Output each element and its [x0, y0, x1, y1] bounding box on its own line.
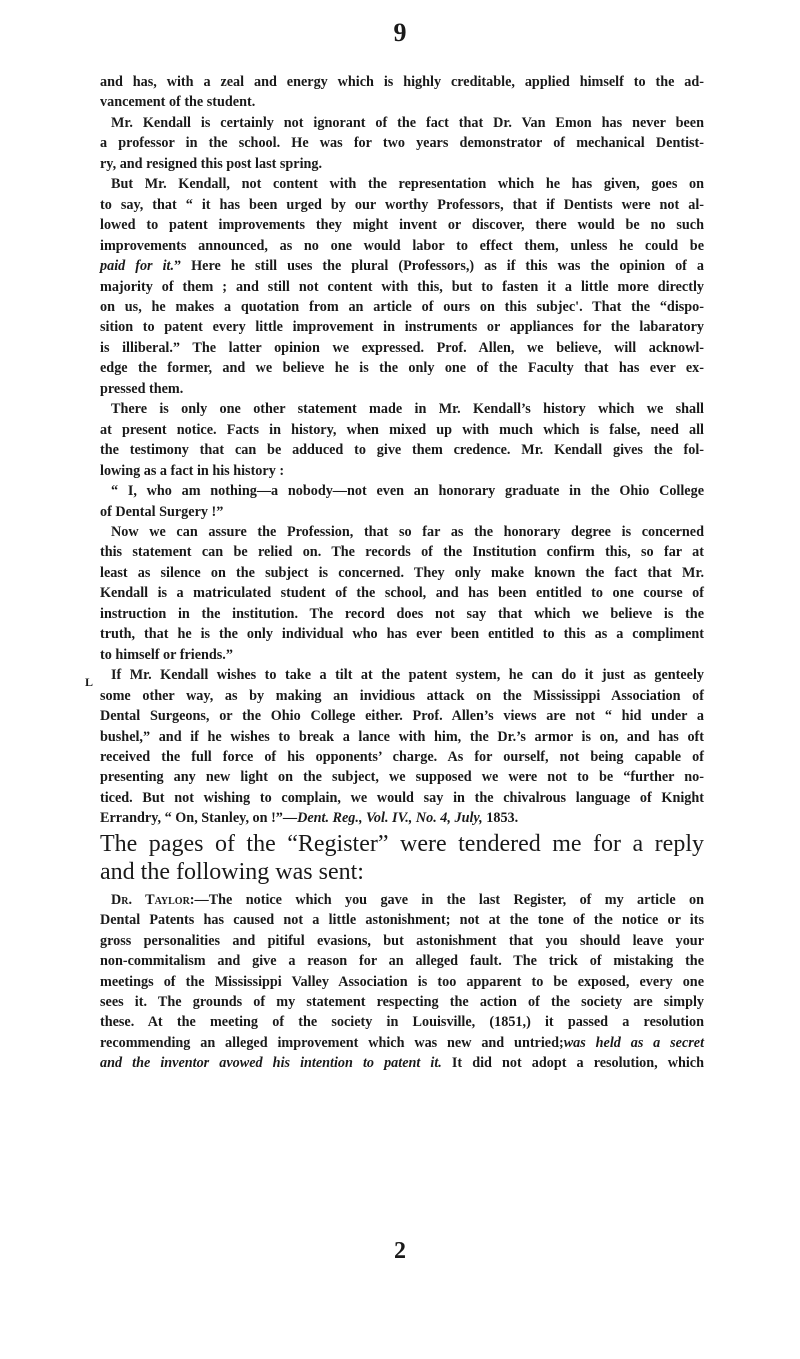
text-segment: It did not adopt a resolution, which — [441, 1055, 704, 1072]
quotation — [100, 481, 704, 522]
text-line: this statement can be relied on. The records of the Institution confirm this, so far at — [100, 544, 704, 561]
text-line: Dental Patents has caused not a little astonishment; not at the tone of the notice or its — [100, 912, 704, 929]
page-number: 9 — [393, 18, 407, 47]
text-line: the testimony that can be adduced to give them credence. Mr. Kendall gives the fol- — [100, 442, 704, 459]
text-line: edge the former, and we believe he is the only one of the Faculty that has ever ex- — [100, 360, 704, 377]
signature-mark: 2 — [394, 1238, 406, 1264]
margin-mark: L — [85, 675, 94, 689]
text-line: to say, that “ it has been urged by our worthy Professors, that if Dentists were not al- — [100, 196, 704, 213]
text-line: Dental Surgeons, or the Ohio College either. Prof. Allen’s views are not “ hid under a — [100, 708, 704, 725]
letter — [100, 890, 704, 1074]
text-segment: ” Here he still uses the plural (Professors,) as if this was the opinion of a — [174, 258, 705, 275]
text-line — [100, 808, 704, 828]
text-line — [100, 1053, 704, 1073]
paragraph — [100, 399, 704, 481]
text-line: on us, he makes a quotation from an article of ours on this subjec'. That the “dispo- — [100, 298, 704, 315]
citation: Dent. Reg., Vol. IV., No. 4, July, — [297, 810, 483, 827]
text-line: bushel,” and if he wishes to break a lance with him, the Dr.’s armor is on, and has oft — [100, 728, 704, 745]
text-line: truth, that he is the only individual who has ever been entitled to this as a compliment — [100, 626, 704, 643]
text-line: some other way, as by making an invidious attack on the Mississippi Association of — [100, 687, 704, 704]
text-line: If Mr. Kendall wishes to take a tilt at the patent system, he can do it just as genteely — [111, 667, 704, 684]
text-line: Now we can assure the Profession, that so far as the honorary degree is concerned — [111, 523, 704, 540]
heading-line: The pages of the “Register” were tendered me for a reply — [100, 830, 704, 857]
body-text — [100, 72, 704, 1074]
salutation: Dr. Taylor — [111, 891, 190, 908]
text-line: to himself or friends.” — [100, 646, 233, 663]
text-line: majority of them ; and still not content with this, but to fasten it a little more directly — [100, 278, 704, 295]
text-line: is illiberal.” The latter opinion we expressed. Prof. Allen, we believe, will acknowl- — [100, 339, 704, 356]
text-segment: 1853. — [482, 810, 519, 827]
text-line: ry, and resigned this post last spring. — [100, 155, 323, 172]
text-line — [100, 890, 704, 910]
text-line: these. At the meeting of the society in Louisville, (1851,) it passed a resolution — [100, 1014, 704, 1031]
paragraph — [100, 113, 704, 174]
paragraph — [100, 665, 704, 829]
text-line — [100, 1033, 704, 1053]
text-line: vancement of the student. — [100, 94, 256, 111]
text-line: presenting any new light on the subject, we supposed we were not to be “further no- — [100, 769, 704, 786]
text-line: non-commitalism and give a reason for an alleged fault. The trick of mistaking the — [100, 953, 704, 970]
italic-phrase: was held as a secret — [563, 1034, 705, 1051]
text-line: a professor in the school. He was for two years demonstrator of mechanical Dentist- — [100, 135, 704, 152]
text-line: sition to patent every little improvement in instruments or appliances for the labaratory — [100, 319, 704, 336]
heading-line: and the following was sent: — [100, 858, 364, 885]
text-line: improvements announced, as no one would labor to effect them, unless he could be — [100, 237, 704, 254]
text-line: of Dental Surgery !” — [100, 503, 224, 520]
text-line: sees it. The grounds of my statement respecting the action of the society are simply — [100, 994, 704, 1011]
text-line: received the full force of his opponents’ charge. As for ourself, not being capable of — [100, 748, 704, 765]
text-line: lowed to patent improvements they might invent or discover, there would be no such — [100, 217, 704, 234]
text-segment: recommending an alleged improvement which was new and untried; — [100, 1034, 564, 1051]
text-line: pressed them. — [100, 380, 184, 397]
italic-phrase: paid for it. — [100, 258, 175, 275]
text-line: meetings of the Mississippi Valley Association is too apparent to be exposed, every one — [100, 973, 704, 990]
text-line: least as silence on the subject is concerned. They only make known the fact that Mr. — [100, 564, 704, 581]
text-line: lowing as a fact in his history : — [100, 462, 285, 479]
paragraph — [100, 72, 704, 113]
text-line: There is only one other statement made in Mr. Kendall’s history which we shall — [111, 401, 704, 418]
text-line: “ I, who am nothing—a nobody—not even an honorary graduate in the Ohio College — [111, 483, 704, 500]
text-line — [100, 256, 704, 276]
paragraph — [100, 522, 704, 665]
text-line: Mr. Kendall is certainly not ignorant of the fact that Dr. Van Emon has never been — [111, 114, 704, 131]
text-segment: Errandry, “ On, Stanley, on !”— — [100, 810, 298, 827]
text-line: and has, with a zeal and energy which is highly creditable, applied himself to the ad- — [100, 74, 704, 90]
paragraph — [100, 174, 704, 399]
text-line: at present notice. Facts in history, when mixed up with much which is false, need all — [100, 421, 704, 438]
text-line: instruction in the institution. The record does not say that which we believe is the — [100, 605, 704, 622]
text-line: gross personalities and pitiful evasions, but astonishment that you should leave your — [100, 932, 704, 949]
text-line: ticed. But not wishing to complain, we would say in the chivalrous language of Knight — [100, 789, 704, 806]
section-heading — [100, 830, 704, 886]
text-line: But Mr. Kendall, not content with the representation which he has given, goes on — [111, 176, 704, 193]
italic-phrase: and the inventor avowed his intention to patent it. — [100, 1055, 442, 1072]
text-line: Kendall is a matriculated student of the school, and has been entitled to one course of — [100, 585, 704, 602]
text-segment: :—The notice which you gave in the last Register, of my article on — [189, 891, 704, 908]
